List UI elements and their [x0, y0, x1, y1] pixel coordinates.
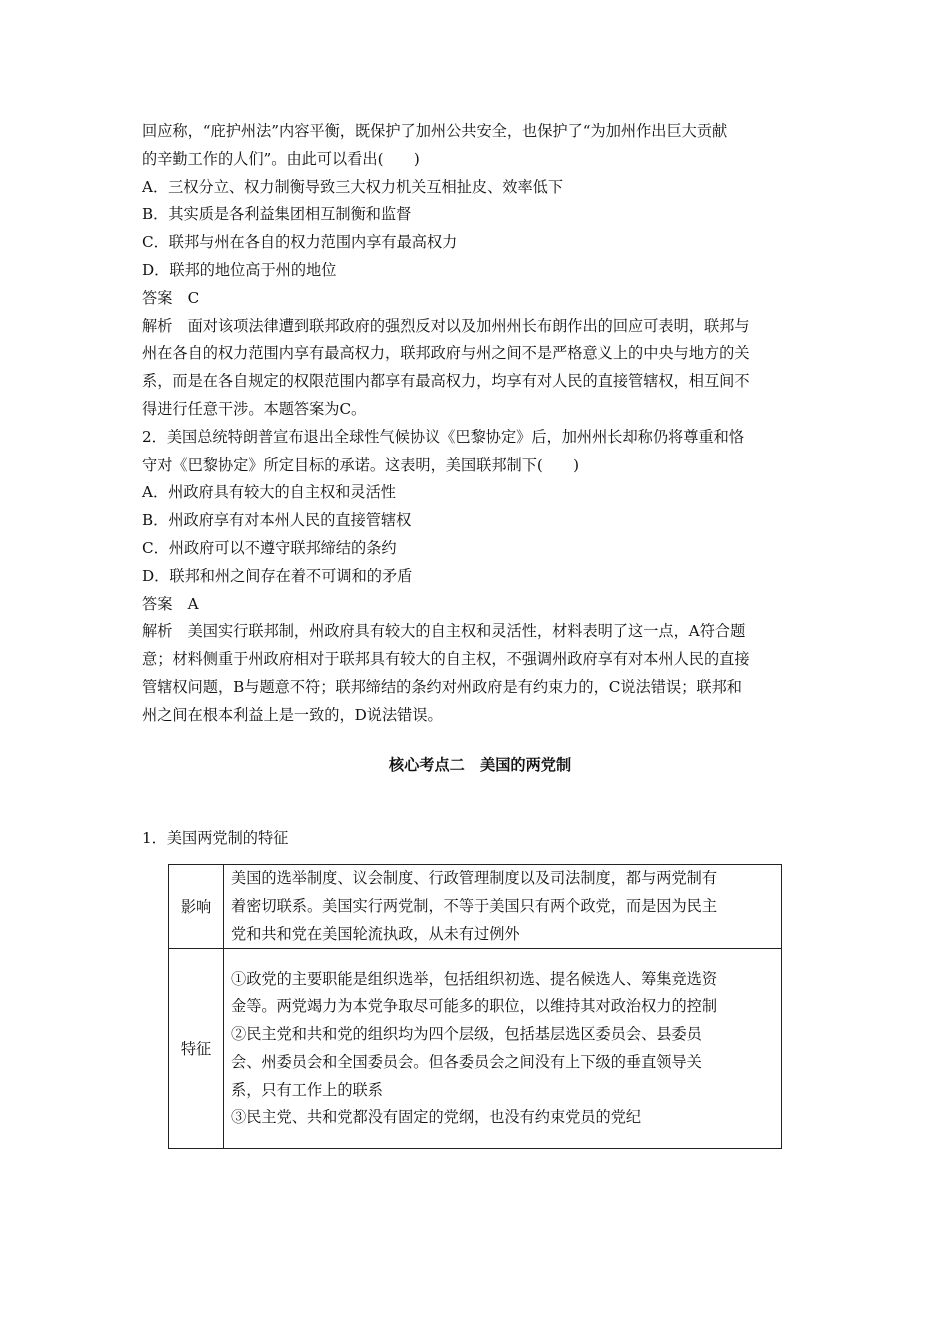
q2-analysis-line-2: 意；材料侧重于州政府相对于联邦具有较大的自主权，不强调州政府享有对本州人民的直接	[142, 650, 750, 669]
q2-stem-line-2: 守对《巴黎协定》所定目标的承诺。这表明，美国联邦制下( )	[142, 455, 580, 474]
q2-option-a: A．州政府具有较大的自主权和灵活性	[142, 483, 396, 502]
q1-analysis-line-3: 系，而是在各自规定的权限范围内都享有最高权力，均享有对人民的直接管辖权，相互间不	[142, 372, 750, 391]
q1-stem-line-2: 的辛勤工作的人们”。由此可以看出( )	[142, 149, 420, 168]
row-label-features: 特征	[169, 949, 224, 1149]
row-content-influence	[224, 865, 782, 949]
q1-option-c: C．联邦与州在各自的权力范围内享有最高权力	[142, 233, 458, 252]
q1-analysis-line-1: 解析 面对该项法律遭到联邦政府的强烈反对以及加州州长布朗作出的回应可表明，联邦与	[142, 316, 750, 335]
q1-option-b: B．其实质是各利益集团相互制衡和监督	[142, 205, 412, 224]
document-page	[142, 118, 818, 853]
influence-line-2: 着密切联系。美国实行两党制，不等于美国只有两个政党，而是因为民主	[231, 896, 717, 915]
q2-option-d: D．联邦和州之间存在着不可调和的矛盾	[142, 566, 413, 585]
feature-line-6: ③民主党、共和党都没有固定的党纲，也没有约束党员的党纪	[231, 1108, 642, 1127]
two-party-table	[168, 864, 782, 1149]
row-label-influence: 影响	[169, 865, 224, 949]
q2-analysis-line-3: 管辖权问题，B与题意不符；联邦缔结的条约对州政府是有约束力的，C说法错误；联邦和	[142, 677, 742, 696]
q1-stem-line-1: 回应称，“庇护州法”内容平衡，既保护了加州公共安全，也保护了“为加州作出巨大贡献	[142, 122, 728, 140]
feature-line-4: 会、州委员会和全国委员会。但各委员会之间没有上下级的垂直领导关	[231, 1052, 702, 1071]
q2-option-b: B．州政府享有对本州人民的直接管辖权	[142, 511, 412, 530]
q1-analysis-line-4: 得进行任意干涉。本题答案为C。	[142, 399, 367, 418]
q2-option-c: C．州政府可以不遵守联邦缔结的条约	[142, 538, 397, 557]
feature-line-1: ①政党的主要职能是组织选举，包括组织初选、提名候选人、筹集竞选资	[231, 969, 717, 988]
row-content-features	[224, 949, 782, 1149]
q1-option-d: D．联邦的地位高于州的地位	[142, 260, 337, 279]
feature-line-2: 金等。两党竭力为本党争取尽可能多的职位，以维持其对政治权力的控制	[231, 997, 717, 1016]
feature-line-3: ②民主党和共和党的组织均为四个层级，包括基层选区委员会、县委员	[231, 1025, 702, 1044]
q2-stem-line-1: 2．美国总统特朗普宣布退出全球性气候协议《巴黎协定》后，加州州长却称仍将尊重和恪	[142, 427, 744, 446]
q1-answer: 答案 C	[142, 288, 200, 307]
feature-line-5: 系，只有工作上的联系	[231, 1080, 383, 1099]
section-heading: 核心考点二 美国的两党制	[388, 755, 572, 774]
table-row-features	[169, 949, 782, 1149]
influence-line-1: 美国的选举制度、议会制度、行政管理制度以及司法制度，都与两党制有	[231, 869, 717, 887]
q1-option-a: A．三权分立、权力制衡导致三大权力机关互相扯皮、效率低下	[142, 177, 564, 196]
sub-heading: 1．美国两党制的特征	[142, 829, 289, 848]
q2-analysis-line-1: 解析 美国实行联邦制，州政府具有较大的自主权和灵活性，材料表明了这一点，A符合题	[142, 622, 746, 641]
table-row-influence	[169, 865, 782, 949]
q2-analysis-line-4: 州之间在根本利益上是一致的，D说法错误。	[142, 705, 443, 724]
q2-answer: 答案 A	[142, 594, 199, 613]
influence-line-3: 党和共和党在美国轮流执政，从未有过例外	[231, 924, 520, 943]
q1-analysis-line-2: 州在各自的权力范围内享有最高权力，联邦政府与州之间不是严格意义上的中央与地方的关	[142, 344, 750, 363]
